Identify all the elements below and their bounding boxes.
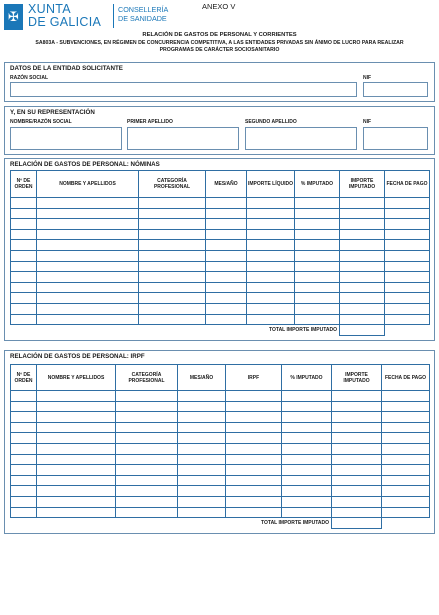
nominas-cell-mes-ano[interactable]	[206, 293, 247, 304]
irpf-cell-n-de-orden[interactable]	[11, 475, 37, 486]
nominas-cell-n-de-orden[interactable]	[11, 261, 37, 272]
nominas-cell-importe-imputado[interactable]	[340, 240, 385, 251]
rep-name-label: NOMBRE/RAZÓN SOCIAL	[10, 119, 72, 125]
rep-surname1-label: PRIMER APELLIDO	[127, 119, 173, 125]
irpf-cell-fecha-de-pago[interactable]	[382, 454, 430, 465]
table-row	[11, 391, 430, 402]
nominas-cell-nombre-y-apellidos[interactable]	[37, 282, 139, 293]
nominas-cell-imputado[interactable]	[295, 303, 340, 314]
nominas-cell-imputado[interactable]	[295, 208, 340, 219]
irpf-total-spacer	[382, 518, 430, 529]
nominas-cell-imputado[interactable]	[295, 293, 340, 304]
nominas-cell-nombre-y-apellidos[interactable]	[37, 229, 139, 240]
irpf-cell-n-de-orden[interactable]	[11, 496, 37, 507]
nominas-cell-importe-liquido[interactable]	[247, 314, 295, 325]
nominas-cell-n-de-orden[interactable]	[11, 198, 37, 209]
nominas-cell-nombre-y-apellidos[interactable]	[37, 314, 139, 325]
table-row	[11, 486, 430, 497]
nominas-cell-mes-ano[interactable]	[206, 272, 247, 283]
nominas-header-importe-liquido: IMPORTE LÍQUIDO	[247, 171, 295, 198]
table-row	[11, 229, 430, 240]
irpf-cell-fecha-de-pago[interactable]	[382, 412, 430, 423]
nominas-cell-n-de-orden[interactable]	[11, 282, 37, 293]
irpf-cell-n-de-orden[interactable]	[11, 507, 37, 518]
irpf-cell-irpf[interactable]	[226, 443, 282, 454]
nominas-cell-categoria-profesional[interactable]	[139, 303, 206, 314]
nominas-cell-fecha-de-pago[interactable]	[385, 314, 430, 325]
nominas-cell-categoria-profesional[interactable]	[139, 282, 206, 293]
annex-label: ANEXO V	[202, 2, 236, 11]
nominas-cell-n-de-orden[interactable]	[11, 272, 37, 283]
irpf-cell-nombre-y-apellidos[interactable]	[37, 391, 116, 402]
nominas-cell-importe-liquido[interactable]	[247, 272, 295, 283]
irpf-cell-irpf[interactable]	[226, 496, 282, 507]
nominas-cell-fecha-de-pago[interactable]	[385, 219, 430, 230]
table-row	[11, 208, 430, 219]
irpf-cell-irpf[interactable]	[226, 433, 282, 444]
irpf-cell-importe-imputado[interactable]	[332, 391, 382, 402]
department-line-2: DE SANIDADE	[118, 14, 167, 23]
nominas-cell-importe-liquido[interactable]	[247, 229, 295, 240]
nominas-table	[10, 170, 430, 336]
nominas-cell-n-de-orden[interactable]	[11, 303, 37, 314]
irpf-cell-irpf[interactable]	[226, 486, 282, 497]
table-row	[11, 282, 430, 293]
nominas-cell-categoria-profesional[interactable]	[139, 219, 206, 230]
logo-line-2: DE GALICIA	[28, 15, 102, 29]
irpf-cell-categoria-profesional[interactable]	[116, 443, 178, 454]
nominas-cell-fecha-de-pago[interactable]	[385, 198, 430, 209]
irpf-section-title: RELACIÓN DE GASTOS DE PERSONAL: IRPF	[10, 353, 145, 360]
nominas-cell-nombre-y-apellidos[interactable]	[37, 303, 139, 314]
nominas-cell-n-de-orden[interactable]	[11, 219, 37, 230]
table-row	[11, 454, 430, 465]
irpf-cell-importe-imputado[interactable]	[332, 496, 382, 507]
entity-name-field[interactable]	[10, 82, 357, 97]
irpf-cell-categoria-profesional[interactable]	[116, 422, 178, 433]
irpf-cell-irpf[interactable]	[226, 412, 282, 423]
irpf-cell-imputado[interactable]	[282, 433, 332, 444]
nominas-cell-n-de-orden[interactable]	[11, 229, 37, 240]
nominas-total-value-field[interactable]	[340, 325, 385, 336]
irpf-header-importe-imputado: IMPORTE IMPUTADO	[332, 365, 382, 391]
irpf-cell-importe-imputado[interactable]	[332, 465, 382, 476]
nominas-cell-importe-liquido[interactable]	[247, 219, 295, 230]
nominas-cell-n-de-orden[interactable]	[11, 314, 37, 325]
nominas-cell-categoria-profesional[interactable]	[139, 314, 206, 325]
irpf-cell-imputado[interactable]	[282, 443, 332, 454]
nominas-cell-categoria-profesional[interactable]	[139, 240, 206, 251]
rep-surname1-field[interactable]	[127, 127, 239, 150]
irpf-cell-fecha-de-pago[interactable]	[382, 422, 430, 433]
rep-surname2-label: SEGUNDO APELLIDO	[245, 119, 297, 125]
nominas-cell-imputado[interactable]	[295, 250, 340, 261]
nominas-cell-nombre-y-apellidos[interactable]	[37, 272, 139, 283]
irpf-header-n-de-orden: Nº DE ORDEN	[11, 365, 37, 391]
irpf-cell-categoria-profesional[interactable]	[116, 486, 178, 497]
irpf-cell-importe-imputado[interactable]	[332, 454, 382, 465]
table-row	[11, 314, 430, 325]
table-row	[11, 422, 430, 433]
nominas-cell-nombre-y-apellidos[interactable]	[37, 240, 139, 251]
irpf-cell-imputado[interactable]	[282, 486, 332, 497]
irpf-cell-imputado[interactable]	[282, 507, 332, 518]
nominas-cell-fecha-de-pago[interactable]	[385, 250, 430, 261]
nominas-cell-categoria-profesional[interactable]	[139, 293, 206, 304]
irpf-cell-imputado[interactable]	[282, 412, 332, 423]
irpf-cell-imputado[interactable]	[282, 391, 332, 402]
irpf-cell-nombre-y-apellidos[interactable]	[37, 465, 116, 476]
irpf-cell-nombre-y-apellidos[interactable]	[37, 412, 116, 423]
irpf-cell-imputado[interactable]	[282, 475, 332, 486]
nominas-cell-categoria-profesional[interactable]	[139, 261, 206, 272]
irpf-cell-imputado[interactable]	[282, 465, 332, 476]
table-row	[11, 443, 430, 454]
svg-text:✠: ✠	[8, 10, 19, 25]
nominas-cell-importe-imputado[interactable]	[340, 261, 385, 272]
irpf-cell-n-de-orden[interactable]	[11, 486, 37, 497]
department-name	[118, 5, 168, 23]
nominas-header-imputado: % IMPUTADO	[295, 171, 340, 198]
nominas-cell-imputado[interactable]	[295, 261, 340, 272]
irpf-cell-importe-imputado[interactable]	[332, 443, 382, 454]
irpf-cell-mes-ano[interactable]	[178, 401, 226, 412]
nominas-cell-importe-imputado[interactable]	[340, 219, 385, 230]
nominas-cell-mes-ano[interactable]	[206, 250, 247, 261]
irpf-cell-fecha-de-pago[interactable]	[382, 475, 430, 486]
table-row	[11, 507, 430, 518]
nominas-cell-importe-liquido[interactable]	[247, 261, 295, 272]
nominas-total-label: TOTAL IMPORTE IMPUTADO	[269, 327, 337, 334]
nominas-cell-fecha-de-pago[interactable]	[385, 261, 430, 272]
logo-divider	[113, 4, 114, 28]
nominas-cell-mes-ano[interactable]	[206, 314, 247, 325]
document-title: RELACIÓN DE GASTOS DE PERSONAL Y CORRIENTES	[142, 32, 297, 38]
nominas-cell-importe-imputado[interactable]	[340, 293, 385, 304]
irpf-cell-n-de-orden[interactable]	[11, 454, 37, 465]
irpf-cell-categoria-profesional[interactable]	[116, 412, 178, 423]
nominas-cell-mes-ano[interactable]	[206, 208, 247, 219]
irpf-cell-importe-imputado[interactable]	[332, 433, 382, 444]
document-subtitle-1: SA803A - SUBVENCIONES, EN RÉGIMEN DE CONCURRENCIA COMPETITIVA, A LAS ENTIDADES PRIVADAS SIN ÁNIMO DE LUCRO PARA REALIZAR	[35, 40, 404, 46]
nominas-cell-importe-liquido[interactable]	[247, 293, 295, 304]
nominas-cell-fecha-de-pago[interactable]	[385, 303, 430, 314]
irpf-cell-nombre-y-apellidos[interactable]	[37, 496, 116, 507]
nominas-cell-n-de-orden[interactable]	[11, 250, 37, 261]
nominas-cell-fecha-de-pago[interactable]	[385, 282, 430, 293]
nominas-cell-imputado[interactable]	[295, 229, 340, 240]
nominas-cell-mes-ano[interactable]	[206, 219, 247, 230]
irpf-header-imputado: % IMPUTADO	[282, 365, 332, 391]
irpf-cell-nombre-y-apellidos[interactable]	[37, 401, 116, 412]
table-row	[11, 198, 430, 209]
nominas-cell-mes-ano[interactable]	[206, 240, 247, 251]
irpf-cell-fecha-de-pago[interactable]	[382, 401, 430, 412]
nominas-cell-fecha-de-pago[interactable]	[385, 208, 430, 219]
irpf-cell-importe-imputado[interactable]	[332, 475, 382, 486]
irpf-cell-mes-ano[interactable]	[178, 412, 226, 423]
logo-wordmark	[28, 3, 101, 29]
entity-name-label: RAZÓN SOCIAL	[10, 75, 49, 81]
nominas-cell-importe-imputado[interactable]	[340, 229, 385, 240]
nominas-cell-imputado[interactable]	[295, 282, 340, 293]
irpf-total-label: TOTAL IMPORTE IMPUTADO	[261, 520, 329, 527]
irpf-cell-categoria-profesional[interactable]	[116, 496, 178, 507]
irpf-cell-fecha-de-pago[interactable]	[382, 496, 430, 507]
table-row	[11, 219, 430, 230]
nominas-cell-importe-liquido[interactable]	[247, 303, 295, 314]
nominas-cell-mes-ano[interactable]	[206, 198, 247, 209]
irpf-cell-fecha-de-pago[interactable]	[382, 391, 430, 402]
document-subtitle-2: PROGRAMAS DE CARÁCTER SOCIOSANITARIO	[159, 47, 280, 53]
irpf-total-value-field[interactable]	[332, 518, 382, 529]
irpf-header-categoria-profesional: CATEGORÍA PROFESIONAL	[116, 365, 178, 391]
irpf-cell-mes-ano[interactable]	[178, 422, 226, 433]
nominas-header-fecha-de-pago: FECHA DE PAGO	[385, 171, 430, 198]
nominas-cell-nombre-y-apellidos[interactable]	[37, 293, 139, 304]
irpf-cell-imputado[interactable]	[282, 422, 332, 433]
irpf-cell-nombre-y-apellidos[interactable]	[37, 475, 116, 486]
nominas-cell-fecha-de-pago[interactable]	[385, 293, 430, 304]
nominas-cell-importe-liquido[interactable]	[247, 282, 295, 293]
nominas-section-title: RELACIÓN DE GASTOS DE PERSONAL: NÓMINAS	[10, 161, 160, 168]
irpf-cell-n-de-orden[interactable]	[11, 422, 37, 433]
nominas-cell-importe-liquido[interactable]	[247, 250, 295, 261]
irpf-header-nombre-y-apellidos: NOMBRE Y APELLIDOS	[37, 365, 116, 391]
irpf-cell-importe-imputado[interactable]	[332, 507, 382, 518]
entity-nif-field[interactable]	[363, 82, 428, 97]
rep-nif-label: NIF	[363, 119, 372, 125]
irpf-header-irpf: IRPF	[226, 365, 282, 391]
table-row	[11, 303, 430, 314]
irpf-cell-categoria-profesional[interactable]	[116, 507, 178, 518]
nominas-cell-importe-imputado[interactable]	[340, 314, 385, 325]
irpf-table	[10, 364, 430, 529]
irpf-cell-irpf[interactable]	[226, 507, 282, 518]
nominas-total-spacer	[385, 325, 430, 336]
nominas-cell-imputado[interactable]	[295, 240, 340, 251]
nominas-cell-categoria-profesional[interactable]	[139, 272, 206, 283]
nominas-cell-categoria-profesional[interactable]	[139, 198, 206, 209]
logo-line-1: XUNTA	[28, 2, 71, 16]
rep-nif-field[interactable]	[363, 127, 428, 150]
table-row	[11, 475, 430, 486]
nominas-cell-categoria-profesional[interactable]	[139, 250, 206, 261]
irpf-cell-categoria-profesional[interactable]	[116, 433, 178, 444]
table-row	[11, 272, 430, 283]
nominas-cell-importe-liquido[interactable]	[247, 208, 295, 219]
nominas-cell-nombre-y-apellidos[interactable]	[37, 250, 139, 261]
irpf-cell-importe-imputado[interactable]	[332, 486, 382, 497]
irpf-cell-mes-ano[interactable]	[178, 443, 226, 454]
irpf-cell-imputado[interactable]	[282, 454, 332, 465]
representative-section	[4, 106, 435, 155]
irpf-cell-n-de-orden[interactable]	[11, 433, 37, 444]
nominas-cell-nombre-y-apellidos[interactable]	[37, 219, 139, 230]
nominas-cell-imputado[interactable]	[295, 314, 340, 325]
irpf-cell-imputado[interactable]	[282, 401, 332, 412]
irpf-cell-mes-ano[interactable]	[178, 496, 226, 507]
irpf-cell-irpf[interactable]	[226, 475, 282, 486]
irpf-cell-irpf[interactable]	[226, 454, 282, 465]
irpf-cell-mes-ano[interactable]	[178, 465, 226, 476]
irpf-cell-categoria-profesional[interactable]	[116, 465, 178, 476]
nominas-total-row	[11, 325, 430, 336]
xunta-logo-icon	[4, 4, 23, 30]
irpf-cell-n-de-orden[interactable]	[11, 391, 37, 402]
table-row	[11, 261, 430, 272]
nominas-cell-categoria-profesional[interactable]	[139, 208, 206, 219]
table-row	[11, 433, 430, 444]
rep-name-field[interactable]	[10, 127, 122, 150]
nominas-cell-n-de-orden[interactable]	[11, 293, 37, 304]
table-row	[11, 293, 430, 304]
table-row	[11, 401, 430, 412]
irpf-cell-irpf[interactable]	[226, 391, 282, 402]
irpf-cell-nombre-y-apellidos[interactable]	[37, 507, 116, 518]
irpf-cell-categoria-profesional[interactable]	[116, 401, 178, 412]
entity-section	[4, 62, 435, 102]
irpf-cell-n-de-orden[interactable]	[11, 401, 37, 412]
irpf-header-mes-ano: MES/AÑO	[178, 365, 226, 391]
nominas-cell-nombre-y-apellidos[interactable]	[37, 198, 139, 209]
irpf-cell-nombre-y-apellidos[interactable]	[37, 433, 116, 444]
table-row	[11, 412, 430, 423]
nominas-cell-importe-imputado[interactable]	[340, 272, 385, 283]
irpf-cell-n-de-orden[interactable]	[11, 412, 37, 423]
irpf-cell-nombre-y-apellidos[interactable]	[37, 422, 116, 433]
nominas-cell-nombre-y-apellidos[interactable]	[37, 261, 139, 272]
nominas-cell-importe-liquido[interactable]	[247, 240, 295, 251]
nominas-cell-fecha-de-pago[interactable]	[385, 272, 430, 283]
irpf-cell-categoria-profesional[interactable]	[116, 475, 178, 486]
nominas-cell-importe-imputado[interactable]	[340, 250, 385, 261]
nominas-cell-importe-imputado[interactable]	[340, 282, 385, 293]
nominas-cell-imputado[interactable]	[295, 272, 340, 283]
nominas-header-row	[11, 171, 430, 198]
nominas-cell-nombre-y-apellidos[interactable]	[37, 208, 139, 219]
nominas-header-n-de-orden: Nº DE ORDEN	[11, 171, 37, 198]
irpf-cell-importe-imputado[interactable]	[332, 422, 382, 433]
irpf-cell-categoria-profesional[interactable]	[116, 391, 178, 402]
irpf-cell-fecha-de-pago[interactable]	[382, 433, 430, 444]
irpf-cell-mes-ano[interactable]	[178, 391, 226, 402]
nominas-header-nombre-y-apellidos: NOMBRE Y APELLIDOS	[37, 171, 139, 198]
irpf-cell-categoria-profesional[interactable]	[116, 454, 178, 465]
nominas-cell-imputado[interactable]	[295, 219, 340, 230]
irpf-header-fecha-de-pago: FECHA DE PAGO	[382, 365, 430, 391]
irpf-cell-mes-ano[interactable]	[178, 507, 226, 518]
irpf-cell-mes-ano[interactable]	[178, 454, 226, 465]
nominas-cell-importe-imputado[interactable]	[340, 303, 385, 314]
irpf-cell-n-de-orden[interactable]	[11, 465, 37, 476]
entity-nif-label: NIF	[363, 75, 372, 81]
nominas-header-categoria-profesional: CATEGORÍA PROFESIONAL	[139, 171, 206, 198]
nominas-header-mes-ano: MES/AÑO	[206, 171, 247, 198]
rep-surname2-field[interactable]	[245, 127, 357, 150]
irpf-total-row	[11, 518, 430, 529]
nominas-cell-n-de-orden[interactable]	[11, 240, 37, 251]
irpf-cell-nombre-y-apellidos[interactable]	[37, 443, 116, 454]
irpf-cell-imputado[interactable]	[282, 496, 332, 507]
irpf-cell-fecha-de-pago[interactable]	[382, 443, 430, 454]
irpf-cell-irpf[interactable]	[226, 401, 282, 412]
irpf-cell-n-de-orden[interactable]	[11, 443, 37, 454]
table-row	[11, 465, 430, 476]
irpf-cell-mes-ano[interactable]	[178, 433, 226, 444]
table-row	[11, 240, 430, 251]
irpf-cell-fecha-de-pago[interactable]	[382, 465, 430, 476]
nominas-cell-mes-ano[interactable]	[206, 229, 247, 240]
nominas-cell-fecha-de-pago[interactable]	[385, 229, 430, 240]
entity-section-title: DATOS DE LA ENTIDAD SOLICITANTE	[10, 65, 123, 72]
nominas-cell-fecha-de-pago[interactable]	[385, 240, 430, 251]
irpf-cell-nombre-y-apellidos[interactable]	[37, 486, 116, 497]
irpf-cell-irpf[interactable]	[226, 465, 282, 476]
irpf-cell-nombre-y-apellidos[interactable]	[37, 454, 116, 465]
nominas-header-importe-imputado: IMPORTE IMPUTADO	[340, 171, 385, 198]
table-row	[11, 496, 430, 507]
irpf-cell-importe-imputado[interactable]	[332, 412, 382, 423]
irpf-cell-irpf[interactable]	[226, 422, 282, 433]
nominas-cell-importe-imputado[interactable]	[340, 198, 385, 209]
irpf-cell-importe-imputado[interactable]	[332, 401, 382, 412]
nominas-cell-categoria-profesional[interactable]	[139, 229, 206, 240]
department-line-1: CONSELLERÍA	[118, 5, 169, 14]
irpf-cell-mes-ano[interactable]	[178, 475, 226, 486]
nominas-cell-imputado[interactable]	[295, 198, 340, 209]
nominas-cell-mes-ano[interactable]	[206, 261, 247, 272]
irpf-cell-fecha-de-pago[interactable]	[382, 507, 430, 518]
irpf-cell-mes-ano[interactable]	[178, 486, 226, 497]
nominas-cell-importe-imputado[interactable]	[340, 208, 385, 219]
nominas-cell-importe-liquido[interactable]	[247, 198, 295, 209]
irpf-header-row	[11, 365, 430, 391]
representative-section-title: Y, EN SU REPRESENTACIÓN	[10, 109, 95, 116]
irpf-cell-fecha-de-pago[interactable]	[382, 486, 430, 497]
nominas-cell-n-de-orden[interactable]	[11, 208, 37, 219]
table-row	[11, 250, 430, 261]
nominas-cell-mes-ano[interactable]	[206, 303, 247, 314]
nominas-cell-mes-ano[interactable]	[206, 282, 247, 293]
